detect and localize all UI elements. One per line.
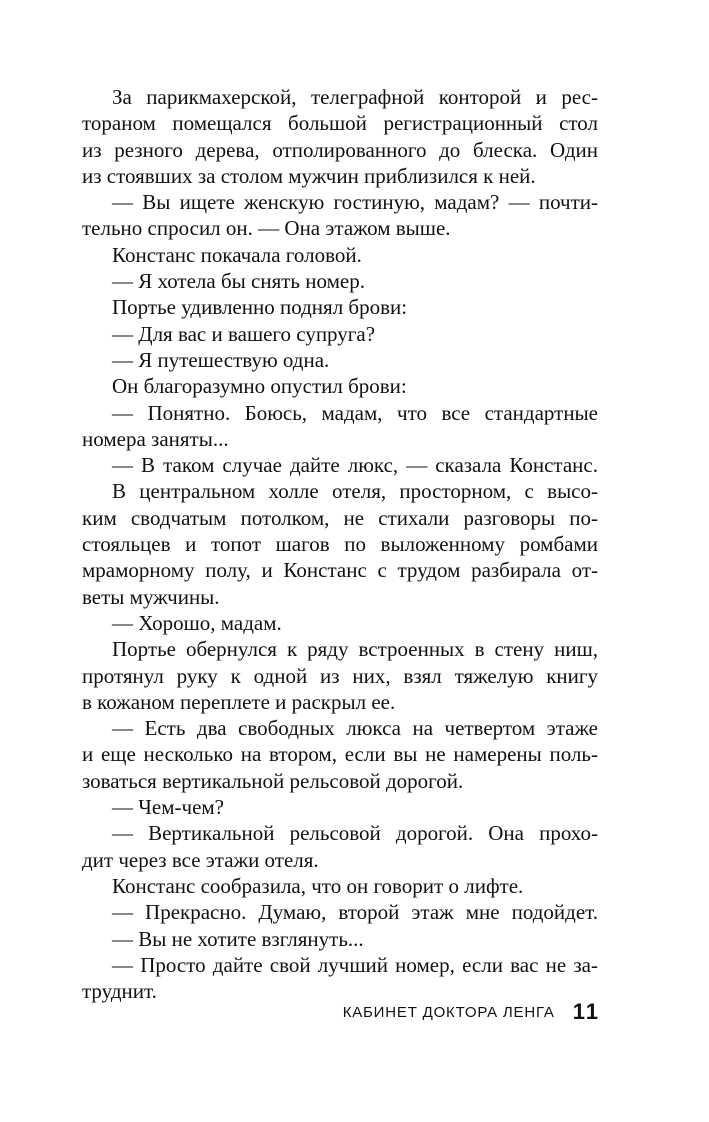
text-line: — Чем-чем? — [112, 795, 224, 820]
text-line: — Есть два свободных люкса на четвертом этаже — [112, 716, 598, 741]
text-line: и еще несколько на втором, если вы не намерены поль- — [82, 742, 598, 767]
text-line: стояльцев и топот шагов по выложенному ромбами — [82, 532, 598, 557]
text-line: из стоявших за столом мужчин приблизился к ней. — [82, 163, 536, 188]
text-line: веты мужчины. — [82, 584, 220, 609]
text-line: ким сводчатым потолком, не стихали разговоры по- — [82, 505, 598, 530]
text-line: зоваться вертикальной рельсовой дорогой. — [82, 768, 464, 793]
text-line: протянул руку к одной из них, взял тяжелую книгу — [82, 663, 598, 688]
text-line: Портье удивленно поднял брови: — [112, 295, 408, 320]
text-line: мраморному полу, и Констанс с трудом разбирала от- — [82, 558, 598, 583]
text-line: Он благоразумно опустил брови: — [112, 374, 407, 399]
page-footer — [300, 998, 600, 1026]
text-line: труднит. — [82, 979, 157, 1004]
text-line: номера заняты... — [82, 426, 229, 451]
text-line: — Вы ищете женскую гостиную, мадам? — почти- — [112, 190, 598, 215]
text-line: — Вы не хотите взглянуть... — [112, 926, 364, 951]
text-line: — Вертикальной рельсовой дорогой. Она прохо- — [112, 821, 598, 846]
text-line: Констанс покачала головой. — [112, 242, 362, 267]
text-line: Констанс сообразила, что он говорит о лифте. — [112, 873, 524, 898]
text-line: — Я путешествую одна. — [112, 347, 330, 372]
text-line: из резного дерева, отполированного до блеска. Один — [82, 137, 598, 162]
page-number: 11 — [572, 999, 600, 1024]
text-line: тораном помещался большой регистрационный стол — [82, 111, 598, 136]
text-line: — В таком случае дайте люкс, — сказала Констанс. — [112, 453, 598, 478]
text-line: — Я хотела бы снять номер. — [112, 269, 365, 294]
text-line: тельно спросил он. — Она этажом выше. — [82, 216, 451, 241]
text-line: — Прекрасно. Думаю, второй этаж мне подойдет. — [112, 900, 598, 925]
text-line: дит через все этажи отеля. — [82, 847, 319, 872]
running-title: КАБИНЕТ ДОКТОРА ЛЕНГА — [342, 1003, 555, 1021]
text-line: Портье обернулся к ряду встроенных в стену ниш, — [112, 637, 598, 662]
text-line: — Для вас и вашего супруга? — [112, 321, 376, 346]
text-line: В центральном холле отеля, просторном, с высо- — [112, 479, 598, 504]
body-text — [82, 84, 598, 1004]
text-line: — Понятно. Боюсь, мадам, что все стандартные — [112, 400, 598, 425]
text-line: — Просто дайте свой лучший номер, если вас не за- — [112, 952, 598, 977]
text-line: — Хорошо, мадам. — [112, 610, 282, 635]
text-line: в кожаном переплете и раскрыл ее. — [82, 689, 396, 714]
text-line: За парикмахерской, телеграфной конторой и рес- — [112, 85, 598, 109]
